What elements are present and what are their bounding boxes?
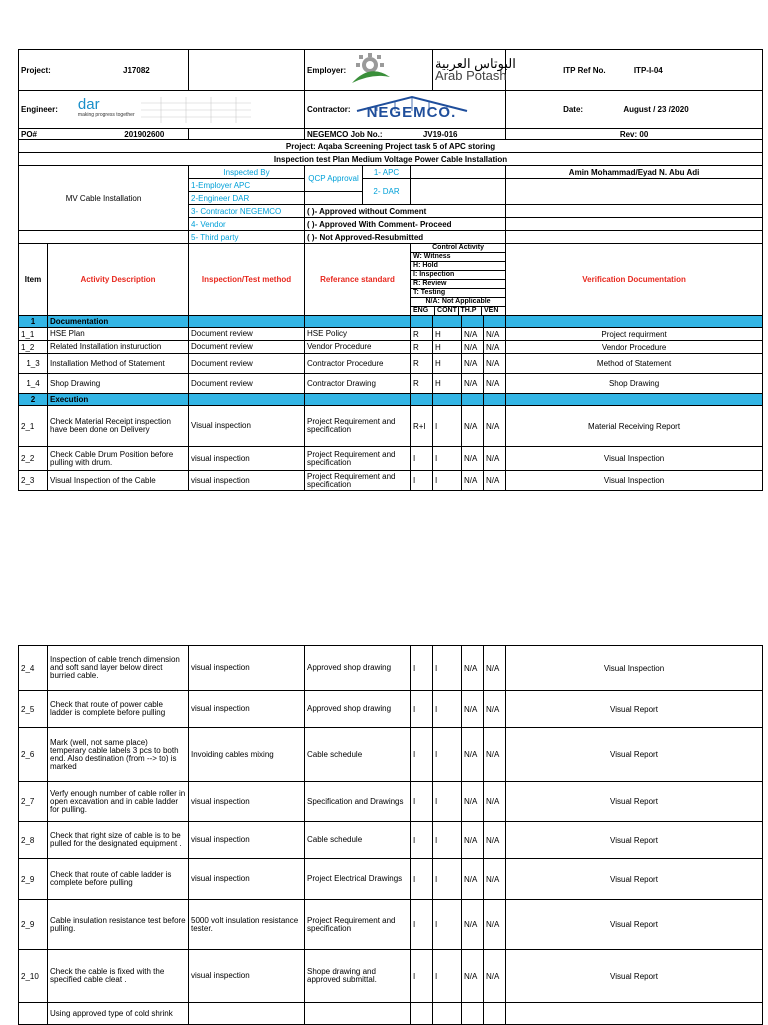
reference-cell: HSE Policy [305, 328, 411, 341]
activity-cell: Mark (well, not same place) temperary cable labels 3 pcs to both end. Also destination (from --> to) is marked [48, 728, 189, 782]
verification-cell: Visual Inspection [506, 447, 763, 471]
eng-cell: R [411, 328, 433, 341]
reference-cell: Project Requirement and specification [305, 900, 411, 950]
table-row [19, 341, 763, 354]
table-row [19, 691, 763, 728]
dar-label: 2- DAR [363, 179, 411, 205]
item-cell: 2_10 [19, 950, 48, 1003]
legend-testing: T: Testing [411, 289, 505, 298]
job-label: NEGEMCO Job No.: [307, 129, 383, 139]
control-activity-cell [411, 244, 506, 316]
po-value: 201902600 [124, 129, 165, 139]
item-cell: 1_4 [19, 374, 48, 394]
section-title: Documentation [48, 316, 189, 328]
thp-cell: N/A [462, 728, 484, 782]
eng-cell: I [411, 447, 433, 471]
inspected-by-employer: 1-Employer APC [189, 179, 305, 192]
ven-cell: N/A [484, 406, 506, 447]
table-row [19, 354, 763, 374]
verification-cell [506, 1003, 763, 1025]
cont-cell: I [433, 859, 462, 900]
activity-cell: Check that right size of cable is to be pulled for the designated equipment . [48, 822, 189, 859]
itp-table-page1 [18, 49, 763, 491]
project-cell [19, 50, 189, 91]
inspected-by-label: Inspected By [189, 166, 305, 179]
legend-not-applicable: N/A: Not Applicable [411, 298, 505, 307]
dar-logo-tagline: making progress together [77, 111, 135, 118]
activity-cell: Verfy enough number of cable roller in open excavation and in cable ladder for pulling. [48, 782, 189, 822]
negemco-logo [357, 95, 467, 125]
item-cell: 1_3 [19, 354, 48, 374]
item-cell: 2_1 [19, 406, 48, 447]
employer-logo-text-cell [433, 50, 516, 91]
method-cell: visual inspection [189, 691, 305, 728]
thp-cell [462, 1003, 484, 1025]
ven-cell: N/A [484, 447, 506, 471]
ven-cell: N/A [484, 900, 506, 950]
item-cell: 2_4 [19, 646, 48, 691]
blank-cell [19, 231, 189, 244]
table-row [19, 950, 763, 1003]
cont-cell: I [433, 728, 462, 782]
activity-cell: Check that route of cable ladder is complete before pulling [48, 859, 189, 900]
verification-cell: Visual Report [506, 900, 763, 950]
reference-cell: Approved shop drawing [305, 646, 411, 691]
method-cell: visual inspection [189, 447, 305, 471]
reference-cell: Vendor Procedure [305, 341, 411, 354]
cont-cell: I [433, 447, 462, 471]
verification-cell: Visual Report [506, 728, 763, 782]
ven-cell: N/A [484, 354, 506, 374]
signatories: Amin Mohammad/Eyad N. Abu Adi [506, 166, 763, 179]
table-row [19, 374, 763, 394]
table-row [19, 782, 763, 822]
thp-cell: N/A [462, 950, 484, 1003]
item-cell: 2_9 [19, 859, 48, 900]
qcp-approval-label: QCP Approval [305, 166, 363, 192]
ven-cell: N/A [484, 691, 506, 728]
itp-ref-value: ITP-I-04 [633, 65, 663, 75]
control-activity-title: Control Activity [411, 244, 505, 253]
activity-cell: Visual Inspection of the Cable [48, 471, 189, 491]
section-documentation [19, 316, 763, 328]
reference-cell: Project Electrical Drawings [305, 859, 411, 900]
engineer-label: Engineer: [21, 105, 58, 114]
eng-cell: I [411, 859, 433, 900]
verification-cell: Method of Statement [506, 354, 763, 374]
po-label: PO# [21, 129, 38, 139]
approval-option-3: ( )- Not Approved-Resubmitted [305, 231, 506, 244]
method-cell: visual inspection [189, 950, 305, 1003]
legend-hold: H: Hold [411, 262, 505, 271]
col-item: Item [19, 244, 48, 316]
eng-cell [411, 1003, 433, 1025]
date-value: August / 23 /2020 [623, 105, 689, 114]
verification-cell: Project requirment [506, 328, 763, 341]
blank-cell [506, 218, 763, 231]
project-label: Project: [21, 65, 51, 75]
reference-cell: Cable schedule [305, 822, 411, 859]
reference-cell: Project Requirement and specification [305, 447, 411, 471]
cont-cell: H [433, 328, 462, 341]
table-row [19, 406, 763, 447]
ven-cell: N/A [484, 341, 506, 354]
thp-cell: N/A [462, 691, 484, 728]
table-row [19, 328, 763, 341]
arab-potash-arabic: البوتاس العربية [435, 56, 516, 71]
plan-line: Inspection test Plan Medium Voltage Power Cable Installation [19, 153, 763, 166]
employer-cell [305, 50, 433, 91]
col-verification: Verification Documentation [506, 244, 763, 316]
item-cell: 2_9 [19, 900, 48, 950]
section-execution [19, 394, 763, 406]
verification-cell: Visual Report [506, 950, 763, 1003]
legend-inspection: I: Inspection [411, 271, 505, 280]
table-row [19, 900, 763, 950]
method-cell: Document review [189, 354, 305, 374]
control-activity-legend [411, 244, 505, 315]
date-cell [506, 91, 763, 129]
item-cell [19, 1003, 48, 1025]
activity-cell: HSE Plan [48, 328, 189, 341]
activity-cell: Cable insulation resistance test before pulling. [48, 900, 189, 950]
project-line: Project: Aqaba Screening Project task 5 of APC storing [19, 140, 763, 153]
ven-cell: N/A [484, 822, 506, 859]
col-reference: Referance standard [305, 244, 411, 316]
cont-cell: I [433, 822, 462, 859]
cont-cell: I [433, 406, 462, 447]
approval-option-2: ( )- Approved With Comment- Proceed [305, 218, 506, 231]
date-label: Date: [563, 105, 584, 114]
thp-cell: N/A [462, 646, 484, 691]
method-cell [189, 1003, 305, 1025]
eng-cell: R [411, 374, 433, 394]
ven-cell: N/A [484, 859, 506, 900]
inspected-by-engineer: 2-Engineer DAR [189, 192, 305, 205]
ven-cell: N/A [484, 328, 506, 341]
reference-cell [305, 1003, 411, 1025]
activity-cell: Related Installation insturuction [48, 341, 189, 354]
eng-cell: I [411, 691, 433, 728]
activity-cell: Check that route of power cable ladder is complete before pulling [48, 691, 189, 728]
blank-cell [189, 129, 305, 140]
thp-cell: N/A [462, 341, 484, 354]
ven-cell: N/A [484, 782, 506, 822]
col-method: Inspection/Test method [189, 244, 305, 316]
item-cell: 2_2 [19, 447, 48, 471]
approval-option-1: ( )- Approved without Comment [305, 205, 506, 218]
thp-cell: N/A [462, 900, 484, 950]
method-cell: Visual inspection [189, 406, 305, 447]
thp-cell: N/A [462, 471, 484, 491]
thp-cell: N/A [462, 782, 484, 822]
cont-cell: H [433, 354, 462, 374]
table-row [19, 822, 763, 859]
arab-potash-english: Arab Potash [435, 68, 507, 83]
thp-cell: N/A [462, 374, 484, 394]
inspected-by-vendor: 4- Vendor [189, 218, 305, 231]
reference-cell: Cable schedule [305, 728, 411, 782]
rev-label: Rev: 00 [506, 129, 763, 140]
cont-cell: I [433, 691, 462, 728]
reference-cell: Project Requirement and specification [305, 471, 411, 491]
method-cell: visual inspection [189, 782, 305, 822]
project-value: J17082 [123, 65, 150, 75]
po-cell [19, 129, 189, 140]
itp-ref-cell [506, 50, 763, 91]
ven-cell: N/A [484, 950, 506, 1003]
activity-cell: Shop Drawing [48, 374, 189, 394]
inspected-by-contractor: 3- Contractor NEGEMCO [189, 205, 305, 218]
blank-cell [411, 179, 506, 205]
eng-cell: I [411, 782, 433, 822]
ven-cell [484, 1003, 506, 1025]
dar-logo [77, 95, 135, 120]
verification-cell: Visual Report [506, 691, 763, 728]
item-cell: 2_6 [19, 728, 48, 782]
cont-cell: I [433, 900, 462, 950]
ven-cell: N/A [484, 646, 506, 691]
blank-cell [506, 205, 763, 218]
table-row [19, 471, 763, 491]
method-cell: Document review [189, 341, 305, 354]
party-thp: TH.P [458, 307, 482, 316]
section-title: Execution [48, 394, 189, 406]
verification-cell: Visual Report [506, 782, 763, 822]
reference-cell: Project Requirement and specification [305, 406, 411, 447]
item-cell: 2_3 [19, 471, 48, 491]
reference-cell: Approved shop drawing [305, 691, 411, 728]
eng-cell: I [411, 900, 433, 950]
table-row [19, 447, 763, 471]
method-cell: visual inspection [189, 646, 305, 691]
cont-cell [433, 1003, 462, 1025]
itp-table-page2 [18, 645, 763, 1025]
ven-cell: N/A [484, 728, 506, 782]
thp-cell: N/A [462, 406, 484, 447]
table-row [19, 1003, 763, 1025]
contractor-label: Contractor: [307, 105, 351, 114]
method-cell: Document review [189, 328, 305, 341]
blank-cell [189, 50, 305, 91]
legend-review: R: Review [411, 280, 505, 289]
eng-cell: I [411, 950, 433, 1003]
cont-cell: H [433, 374, 462, 394]
party-eng: ENG [411, 307, 435, 316]
verification-cell: Visual Inspection [506, 646, 763, 691]
section-number: 2 [19, 394, 48, 406]
eng-cell: R [411, 341, 433, 354]
reference-cell: Contractor Procedure [305, 354, 411, 374]
activity-cell: Check the cable is fixed with the specified cable cleat . [48, 950, 189, 1003]
verification-cell: Visual Report [506, 822, 763, 859]
table-row [19, 859, 763, 900]
blank-cell [305, 192, 363, 205]
reference-cell: Shope drawing and approved submittal. [305, 950, 411, 1003]
table-row [19, 728, 763, 782]
cont-cell: I [433, 471, 462, 491]
item-cell: 2_8 [19, 822, 48, 859]
col-activity: Activity Description [48, 244, 189, 316]
cont-cell: I [433, 646, 462, 691]
ven-cell: N/A [484, 471, 506, 491]
legend-witness: W: Witness [411, 253, 505, 262]
arab-potash-logo-icon [346, 53, 394, 87]
engineer-cell [19, 91, 305, 129]
dar-logo-name: dar [77, 95, 100, 113]
method-cell: Invoiding cables mixing [189, 728, 305, 782]
eng-cell: R+I [411, 406, 433, 447]
thp-cell: N/A [462, 859, 484, 900]
eng-cell: I [411, 822, 433, 859]
mv-cable-title: MV Cable Installation [19, 166, 189, 231]
activity-cell: Inspection of cable trench dimension and soft sand layer below direct burried cable. [48, 646, 189, 691]
verification-cell: Visual Inspection [506, 471, 763, 491]
activity-cell: Installation Method of Statement [48, 354, 189, 374]
verification-cell: Shop Drawing [506, 374, 763, 394]
thp-cell: N/A [462, 328, 484, 341]
verification-cell: Vendor Procedure [506, 341, 763, 354]
blank-cell [506, 179, 763, 205]
dar-pattern-icon [141, 97, 251, 123]
table-row [19, 646, 763, 691]
cont-cell: H [433, 341, 462, 354]
eng-cell: I [411, 471, 433, 491]
eng-cell: R [411, 354, 433, 374]
activity-cell: Check Material Receipt inspection have been done on Delivery [48, 406, 189, 447]
job-cell [305, 129, 506, 140]
eng-cell: I [411, 646, 433, 691]
thp-cell: N/A [462, 447, 484, 471]
method-cell: Document review [189, 374, 305, 394]
method-cell: visual inspection [189, 471, 305, 491]
cont-cell: I [433, 782, 462, 822]
blank-cell [506, 231, 763, 244]
contractor-cell [305, 91, 506, 129]
item-cell: 1_2 [19, 341, 48, 354]
job-value: JV19-016 [422, 129, 458, 139]
thp-cell: N/A [462, 354, 484, 374]
method-cell: visual inspection [189, 822, 305, 859]
ven-cell: N/A [484, 374, 506, 394]
inspected-by-third-party: 5- Third party [189, 231, 305, 244]
reference-cell: Contractor Drawing [305, 374, 411, 394]
method-cell: 5000 volt insulation resistance tester. [189, 900, 305, 950]
verification-cell: Visual Report [506, 859, 763, 900]
apc-label: 1- APC [363, 166, 411, 179]
cont-cell: I [433, 950, 462, 1003]
thp-cell: N/A [462, 822, 484, 859]
eng-cell: I [411, 728, 433, 782]
party-ven: VEN [484, 307, 499, 314]
itp-ref-label: ITP Ref No. [563, 65, 606, 75]
negemco-logo-name: NEGEMCO. [366, 103, 457, 121]
party-cont: CONT [435, 307, 459, 316]
verification-cell: Material Receiving Report [506, 406, 763, 447]
reference-cell: Specification and Drawings [305, 782, 411, 822]
blank-cell [411, 166, 506, 179]
activity-cell: Using approved type of cold shrink [48, 1003, 189, 1025]
item-cell: 2_5 [19, 691, 48, 728]
method-cell: visual inspection [189, 859, 305, 900]
activity-cell: Check Cable Drum Position before pulling with drum. [48, 447, 189, 471]
item-cell: 2_7 [19, 782, 48, 822]
section-number: 1 [19, 316, 48, 328]
item-cell: 1_1 [19, 328, 48, 341]
employer-label: Employer: [307, 65, 347, 75]
